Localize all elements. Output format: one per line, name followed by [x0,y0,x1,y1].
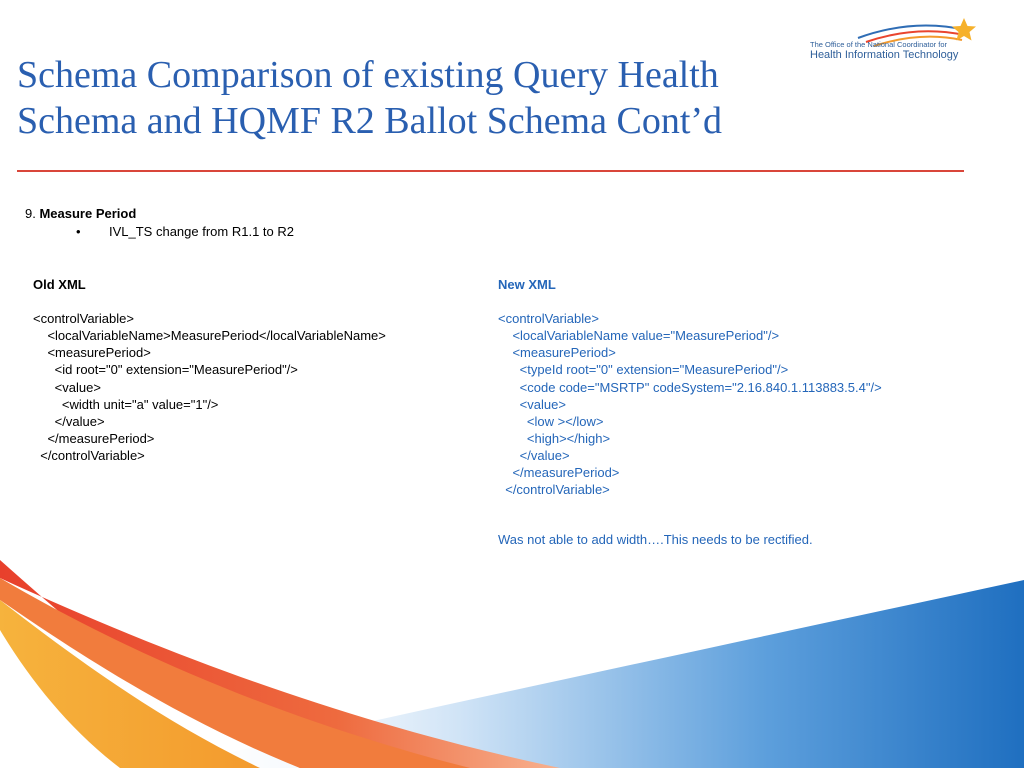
new-xml-line: <typeId root="0" extension="MeasurePeriod"/> [498,362,789,378]
section-number: 9. [25,206,36,221]
bullet-text: IVL_TS change from R1.1 to R2 [109,224,294,239]
old-xml-line: <width unit="a" value="1"/> [33,396,219,412]
new-xml-line: <code code="MSRTP" codeSystem="2.16.840.1.113883.5.4"/> [498,379,882,395]
title-line-2: Schema and HQMF R2 Ballot Schema Cont’d [17,100,723,142]
footer-swoosh [0,560,1024,768]
new-xml-line: </controlVariable> [498,482,610,498]
star-icon [952,18,976,41]
new-xml-line: <value> [498,396,566,412]
new-xml-line: </measurePeriod> [498,465,620,481]
logo-line-1: The Office of the National Coordinator for [810,40,948,49]
old-xml-line: </measurePeriod> [33,430,155,446]
new-xml-line: <measurePeriod> [498,345,616,361]
new-xml-line: <high></high> [498,430,611,446]
new-xml-line: <localVariableName value="MeasurePeriod"/> [498,328,780,344]
new-xml-column [498,276,882,498]
old-xml-line: <value> [33,379,101,395]
old-xml-line: <measurePeriod> [33,345,151,361]
old-xml-line: <localVariableName>MeasurePeriod</localVariableName> [33,328,386,344]
bullet-item [76,224,294,239]
title-line-1: Schema Comparison of existing Query Health [17,54,719,96]
old-xml-column [33,276,386,464]
logo-line-2: Health Information Technology [810,49,959,61]
rectify-note: Was not able to add width….This needs to be rectified. [498,532,813,547]
new-xml-line: <controlVariable> [498,311,599,327]
section-heading [25,206,136,221]
old-xml-line: </value> [33,413,105,429]
new-xml-line: <low ></low> [498,413,604,429]
bullet-symbol: • [76,224,81,239]
title-divider [17,170,964,172]
old-xml-line: <controlVariable> [33,311,134,327]
old-xml-line: <id root="0" extension="MeasurePeriod"/> [33,362,298,378]
new-xml-heading: New XML [498,277,556,292]
slide-title [17,52,897,144]
section-title: Measure Period [39,206,137,221]
old-xml-heading: Old XML [33,277,86,292]
new-xml-line: </value> [498,447,570,463]
old-xml-line: </controlVariable> [33,447,145,463]
